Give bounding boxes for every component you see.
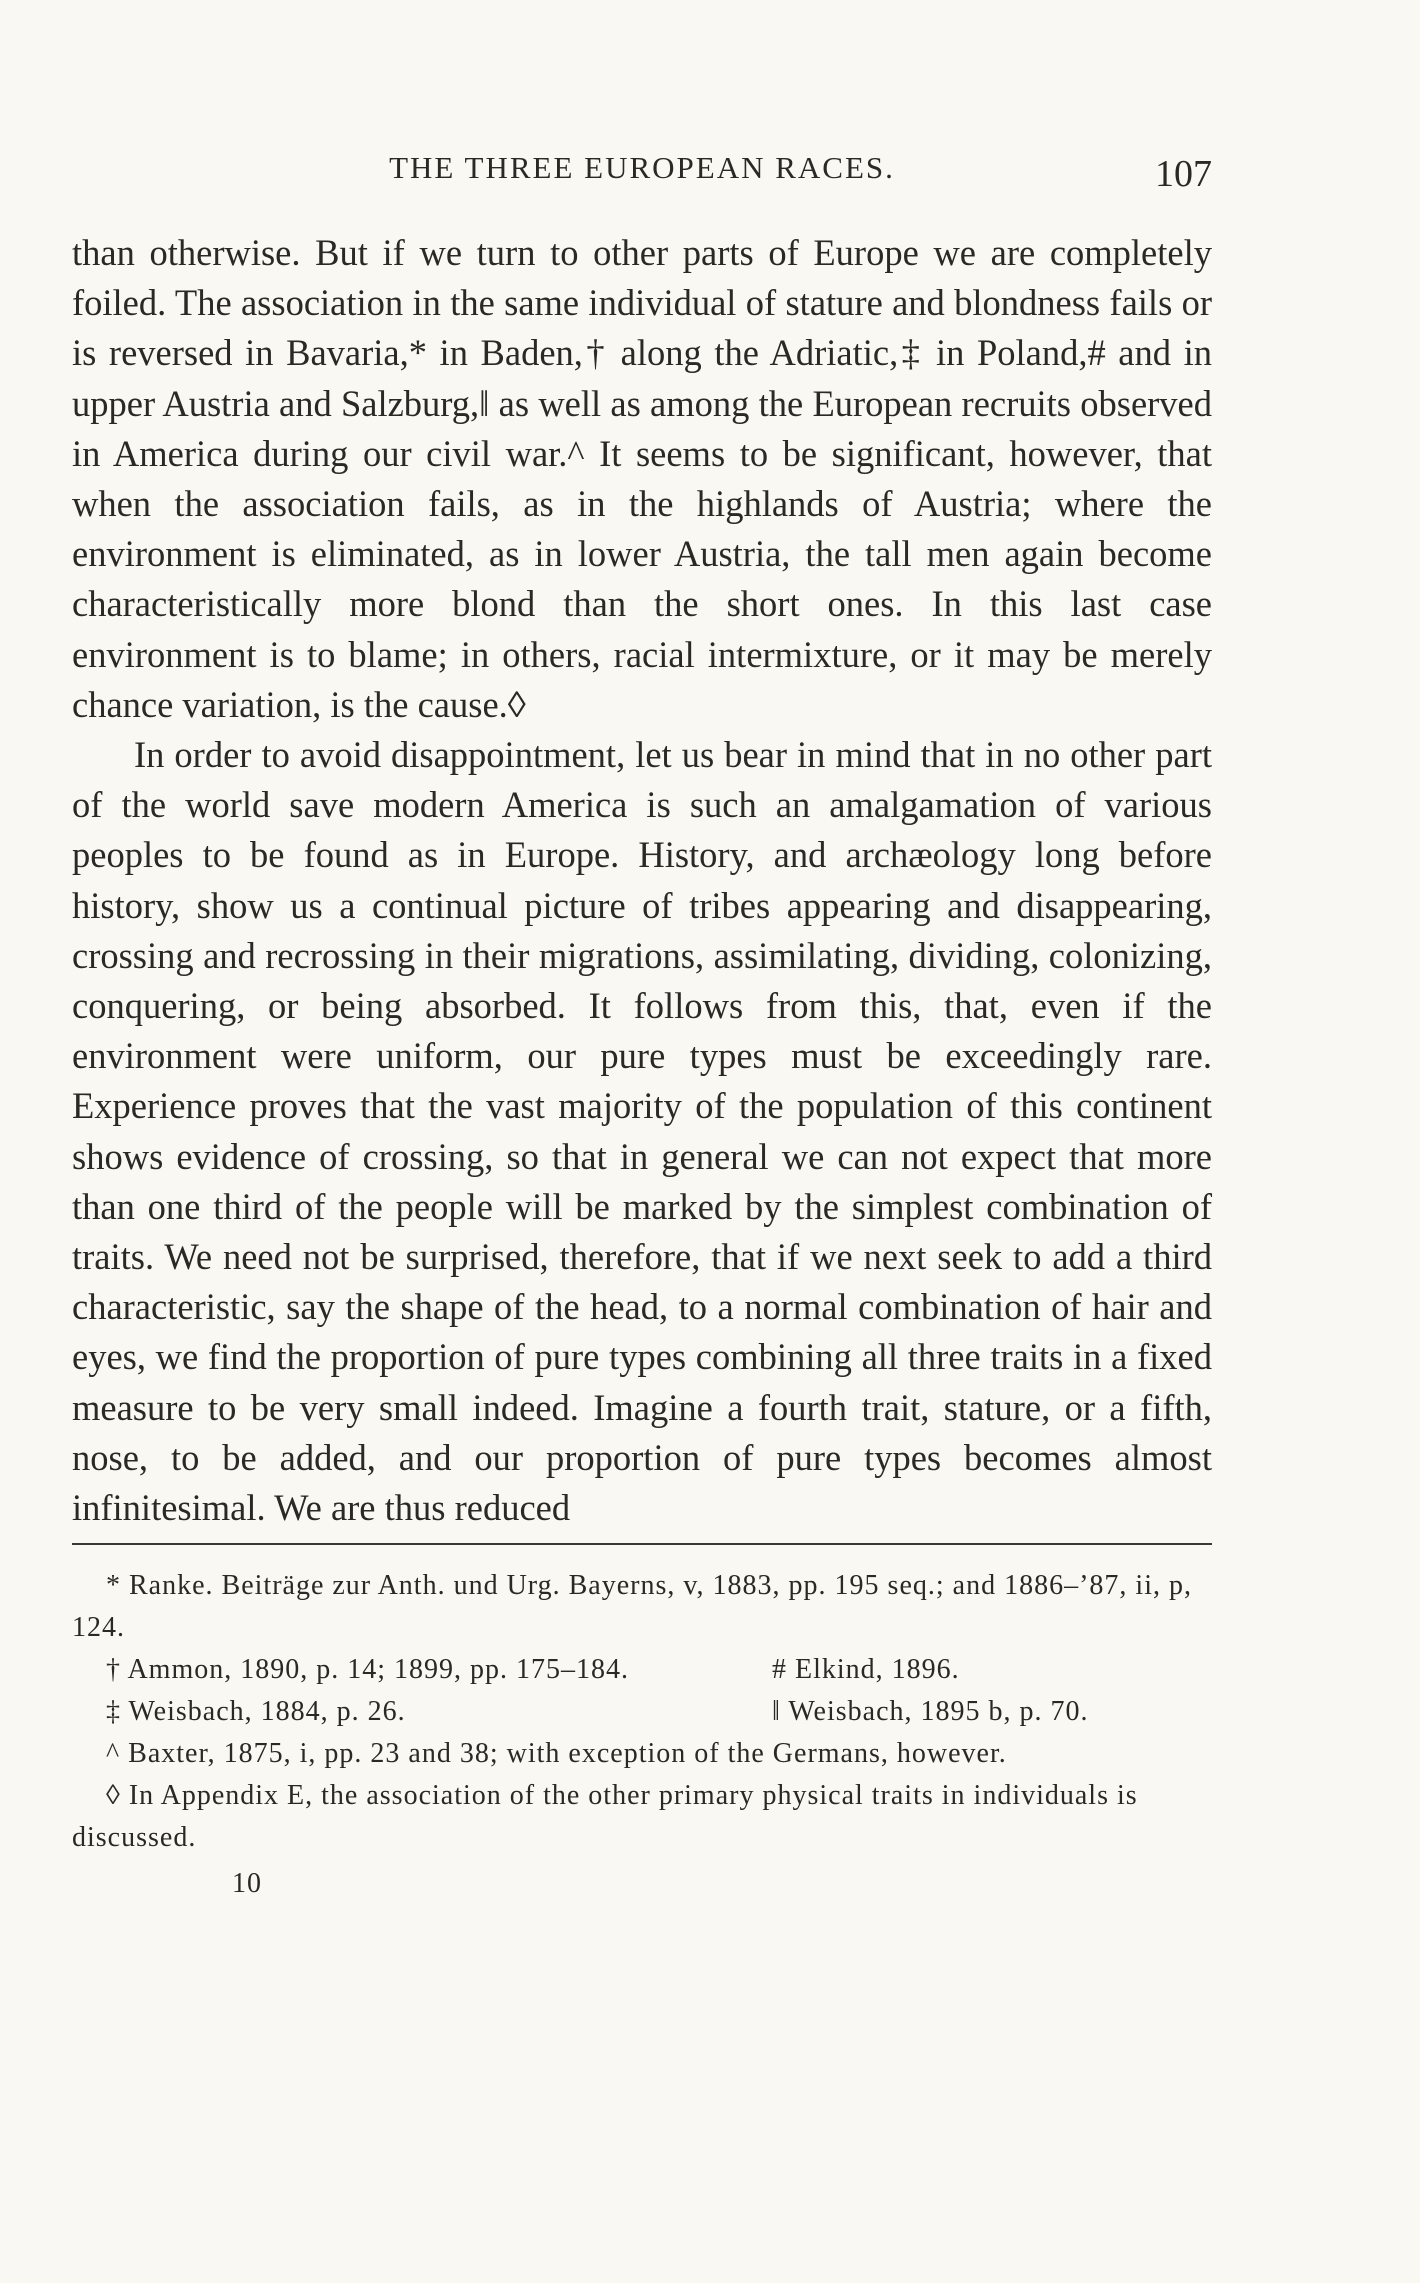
footnote-appendix: ◊ In Appendix E, the association of the other primary physical traits in individuals is discussed. [72, 1780, 1138, 1854]
footnote-row-2 [72, 1691, 1212, 1733]
footnote-weisbach-1884: ‡ Weisbach, 1884, p. 26. [106, 1696, 406, 1728]
page-number: 107 [1155, 153, 1212, 195]
footnote-ammon: † Ammon, 1890, p. 14; 1899, pp. 175–184. [106, 1654, 630, 1686]
footnote-weisbach-1895: ‖ Weisbach, 1895 b, p. 70. [772, 1696, 1089, 1728]
body-text [72, 228, 1212, 1533]
running-head: THE THREE EUROPEAN RACES. [389, 150, 895, 185]
footnote-elkind: # Elkind, 1896. [772, 1654, 960, 1686]
footnote-row-1 [72, 1649, 1212, 1691]
signature-mark: 10 [232, 1868, 262, 1900]
paragraph-2: In order to avoid disappointment, let us bear in mind that in no other part of the world save modern America is such an amalgamation of various peoples to be found as in Europe. History, and archæology long before history, show us a continual picture of tribes appearing and disappearing, crossing and recrossing in their migrations, assimilating, dividing, colonizing, conquering, or being absorbed. It follows from this, that, even if the environment were uniform, our pure types must be exceedingly rare. Experience proves that the vast majority of the population of this continent shows evidence of crossing, so that in general we can not expect that more than one third of the people will be marked by the simplest combination of traits. We need not be surprised, therefore, that if we next seek to add a third characteristic, say the shape of the head, to a normal combination of hair and eyes, we find the proportion of pure types combining all three traits in a fixed measure to be very small indeed. Imagine a fourth trait, stature, or a fifth, nose, to be added, and our proportion of pure types becomes almost infinitesimal. We are thus reduced [72, 734, 1212, 1529]
footnotes [72, 1565, 1212, 1905]
footnote-baxter: ^ Baxter, 1875, i, pp. 23 and 38; with exception of the Germans, however. [106, 1738, 1007, 1770]
footnote-ranke: * Ranke. Beiträge zur Anth. und Urg. Bayerns, v, 1883, pp. 195 seq.; and 1886–’87, ii, p, 124. [72, 1570, 1192, 1644]
paragraph-1: than otherwise. But if we turn to other parts of Europe we are completely foiled. The association in the same individual of stature and blondness fails or is reversed in Bavaria,* in Baden,† along the Adriatic,‡ in Poland,# and in upper Austria and Salzburg,‖ as well as among the European recruits observed in America during our civil war.^ It seems to be significant, however, that when the association fails, as in the highlands of Austria; where the environment is eliminated, as in lower Austria, the tall men again become characteristically more blond than the short ones. In this last case environment is to blame; in others, racial intermixture, or it may be merely chance variation, is the cause.◊ [72, 232, 1212, 725]
page-header [72, 138, 1212, 208]
footnote-divider [72, 1543, 1212, 1545]
book-page [72, 138, 1212, 1905]
